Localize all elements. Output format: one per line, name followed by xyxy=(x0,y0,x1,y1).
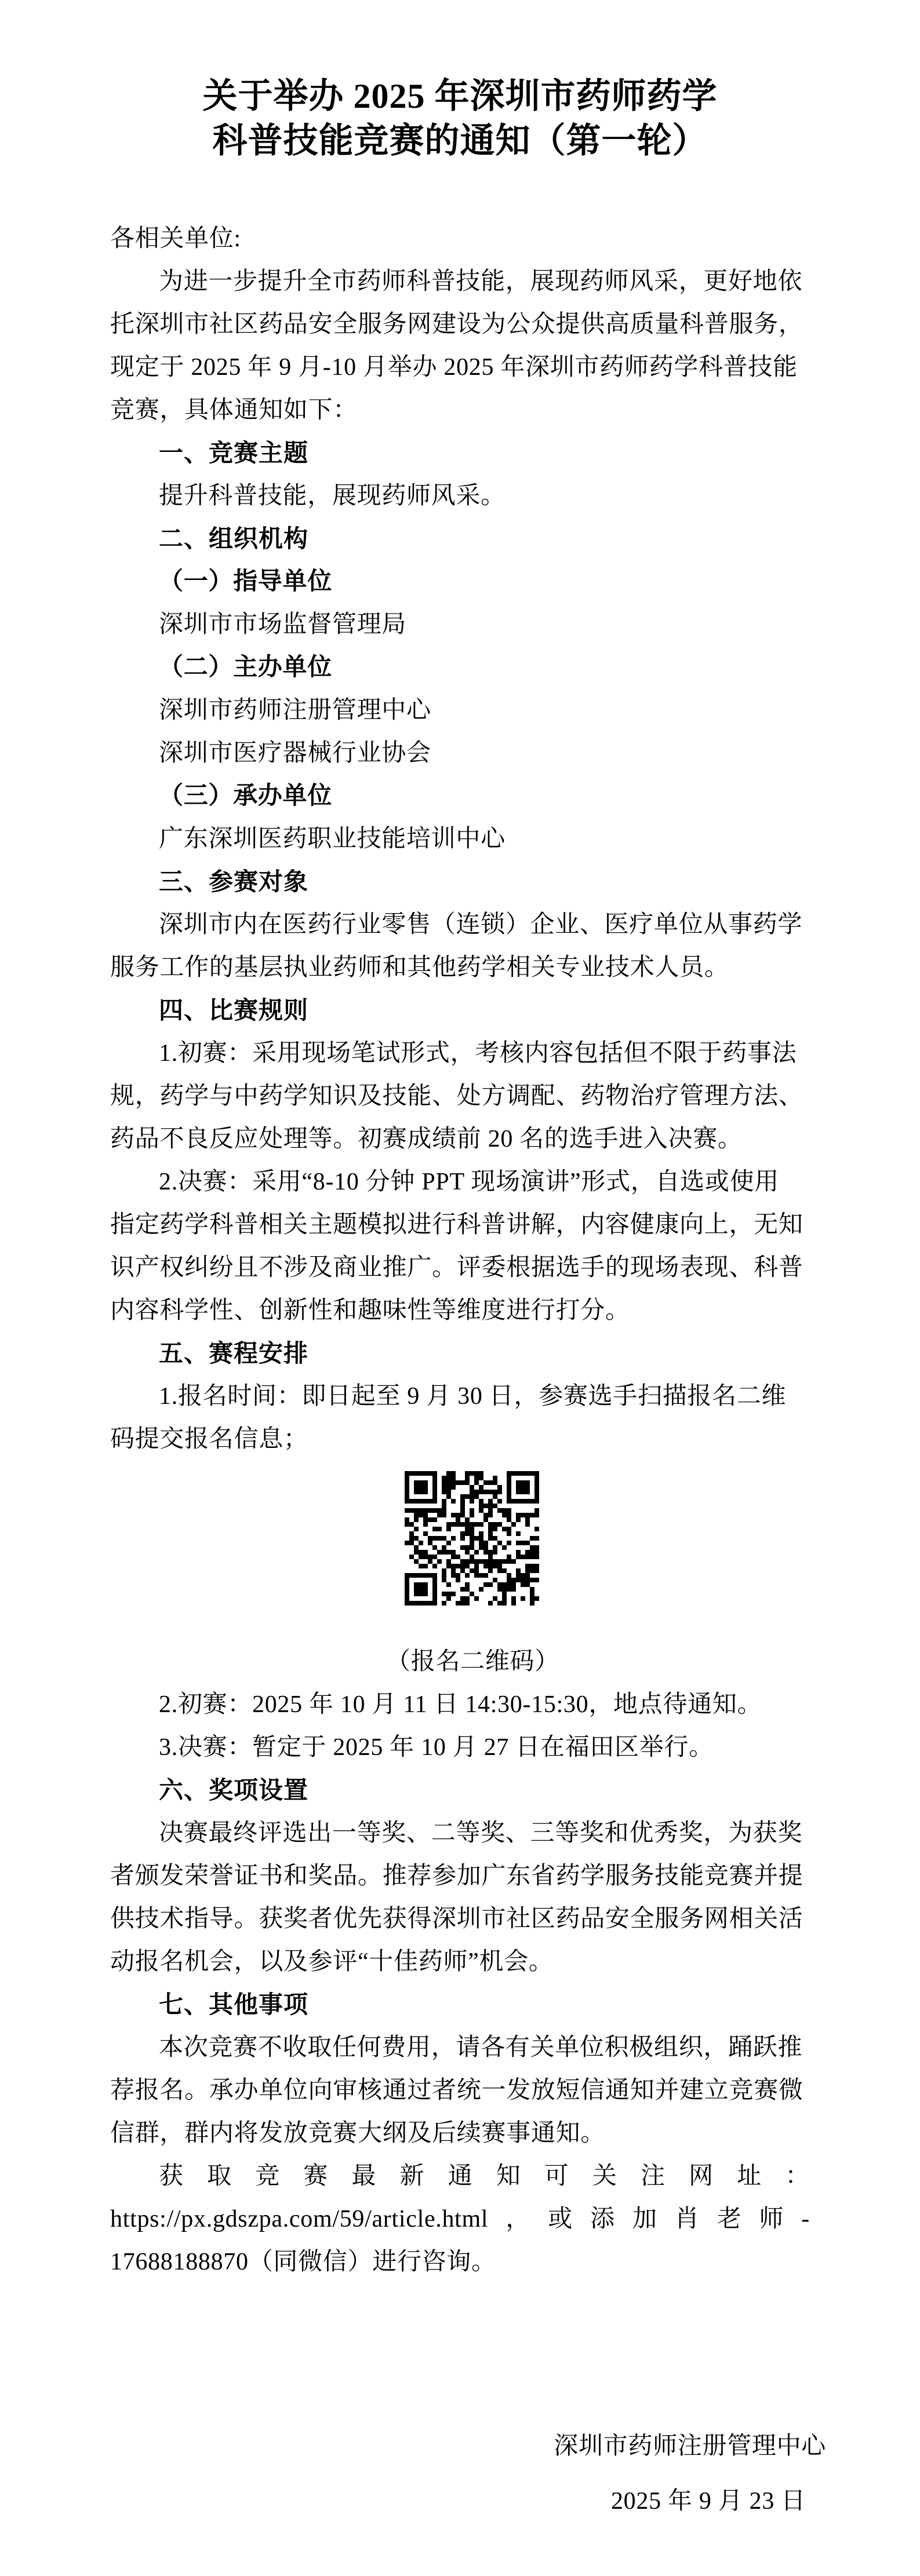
body-line: 荐报名。承办单位向审核通过者统一发放短信通知并建立竞赛微 xyxy=(110,2077,803,2104)
qr-row xyxy=(110,1461,810,1640)
document-body xyxy=(110,217,810,2283)
qr-caption: （报名二维码） xyxy=(386,1648,559,1675)
body-line: 为进一步提升全市药师科普技能，展现药师风采，更好地依 xyxy=(159,268,803,295)
section-heading: 三、参赛对象 xyxy=(159,868,309,895)
body-line: 规，药学与中药学知识及技能、处方调配、药物治疗管理方法、 xyxy=(110,1083,803,1110)
body-line: 者颁发荣誉证书和奖品。推荐参加广东省药学服务技能竞赛并提 xyxy=(110,1863,803,1889)
body-line: 3.决赛：暂定于 2025 年 10 月 27 日在福田区举行。 xyxy=(159,1734,714,1761)
body-line: 现定于 2025 年 9 月-10 月举办 2025 年深圳市药师药学科普技能 xyxy=(110,354,798,381)
body-line: 动报名机会，以及参评“十佳药师”机会。 xyxy=(110,1949,554,1975)
body-line: 深圳市市场监督管理局 xyxy=(159,611,407,638)
signature-block xyxy=(110,2425,826,2523)
body-line: 服务工作的基层执业药师和其他药学相关专业技术人员。 xyxy=(110,954,729,981)
body-line: 内容科学性、创新性和趣味性等维度进行打分。 xyxy=(110,1297,630,1324)
body-line: 2.初赛：2025 年 10 月 11 日 14:30-15:30，地点待通知。 xyxy=(159,1691,762,1718)
section-heading: 七、其他事项 xyxy=(159,1991,309,2018)
body-line: 1.报名时间：即日起至 9 月 30 日，参赛选手扫描报名二维 xyxy=(159,1383,787,1410)
body-line: 1.初赛：采用现场笔试形式，考核内容包括但不限于药事法 xyxy=(159,1040,797,1067)
body-line: 信群，群内将发放竞赛大纲及后续赛事通知。 xyxy=(110,2120,606,2147)
sub-heading: （三）承办单位 xyxy=(159,783,332,809)
body-line: 提升科普技能，展现药师风采。 xyxy=(159,483,506,509)
body-line: 药品不良反应处理等。初赛成绩前 20 名的选手进入决赛。 xyxy=(110,1126,743,1152)
body-line: 深圳市医疗器械行业协会 xyxy=(159,740,431,767)
document-title xyxy=(0,74,920,163)
signature-date: 2025 年 9 月 23 日 xyxy=(610,2488,806,2515)
registration-qr-code xyxy=(405,1471,539,1606)
body-line: 广东深圳医药职业技能培训中心 xyxy=(159,826,506,852)
section-heading: 一、竞赛主题 xyxy=(159,439,309,466)
body-line: 码提交报名信息； xyxy=(110,1426,308,1453)
body-line: 指定药学科普相关主题模拟进行科普讲解，内容健康向上，无知 xyxy=(110,1212,803,1238)
document-title-line1: 关于举办 2025 年深圳市药师药学 xyxy=(202,77,718,115)
body-line: 2.决赛：采用“8-10 分钟 PPT 现场演讲”形式，自选或使用 xyxy=(159,1169,779,1195)
body-line: 获取竞赛最新通知可关注网址： xyxy=(159,2163,810,2190)
section-heading: 五、赛程安排 xyxy=(159,1340,309,1367)
signature-org: 深圳市药师注册管理中心 xyxy=(554,2433,826,2460)
body-line: 本次竞赛不收取任何费用，请各有关单位积极组织，踊跃推 xyxy=(159,2034,803,2061)
body-line: 竞赛，具体通知如下： xyxy=(110,397,358,424)
body-line: 决赛最终评选出一等奖、二等奖、三等奖和优秀奖，为获奖 xyxy=(159,1820,803,1847)
body-line: 托深圳市社区药品安全服务网建设为公众提供高质量科普服务， xyxy=(110,311,803,338)
article-url-line[interactable]: https://px.gdszpa.com/59/article.html，或添加肖老师- xyxy=(110,2206,810,2232)
salutation-line: 各相关单位: xyxy=(110,225,241,252)
sub-heading: （二）主办单位 xyxy=(159,654,332,681)
section-heading: 六、奖项设置 xyxy=(159,1776,309,1804)
document-title-line2: 科普技能竞赛的通知（第一轮） xyxy=(212,122,708,160)
section-heading: 四、比赛规则 xyxy=(159,997,309,1024)
sub-heading: （一）指导单位 xyxy=(159,568,332,595)
section-heading: 二、组织机构 xyxy=(159,525,309,552)
body-line: 17688188870（同微信）进行咨询。 xyxy=(110,2249,496,2275)
body-line: 识产权纠纷且不涉及商业推广。评委根据选手的现场表现、科普 xyxy=(110,1254,803,1281)
body-line: 深圳市药师注册管理中心 xyxy=(159,697,431,724)
body-line: 深圳市内在医药行业零售（连锁）企业、医疗单位从事药学 xyxy=(159,911,803,938)
body-line: 供技术指导。获奖者优先获得深圳市社区药品安全服务网相关活 xyxy=(110,1906,803,1932)
